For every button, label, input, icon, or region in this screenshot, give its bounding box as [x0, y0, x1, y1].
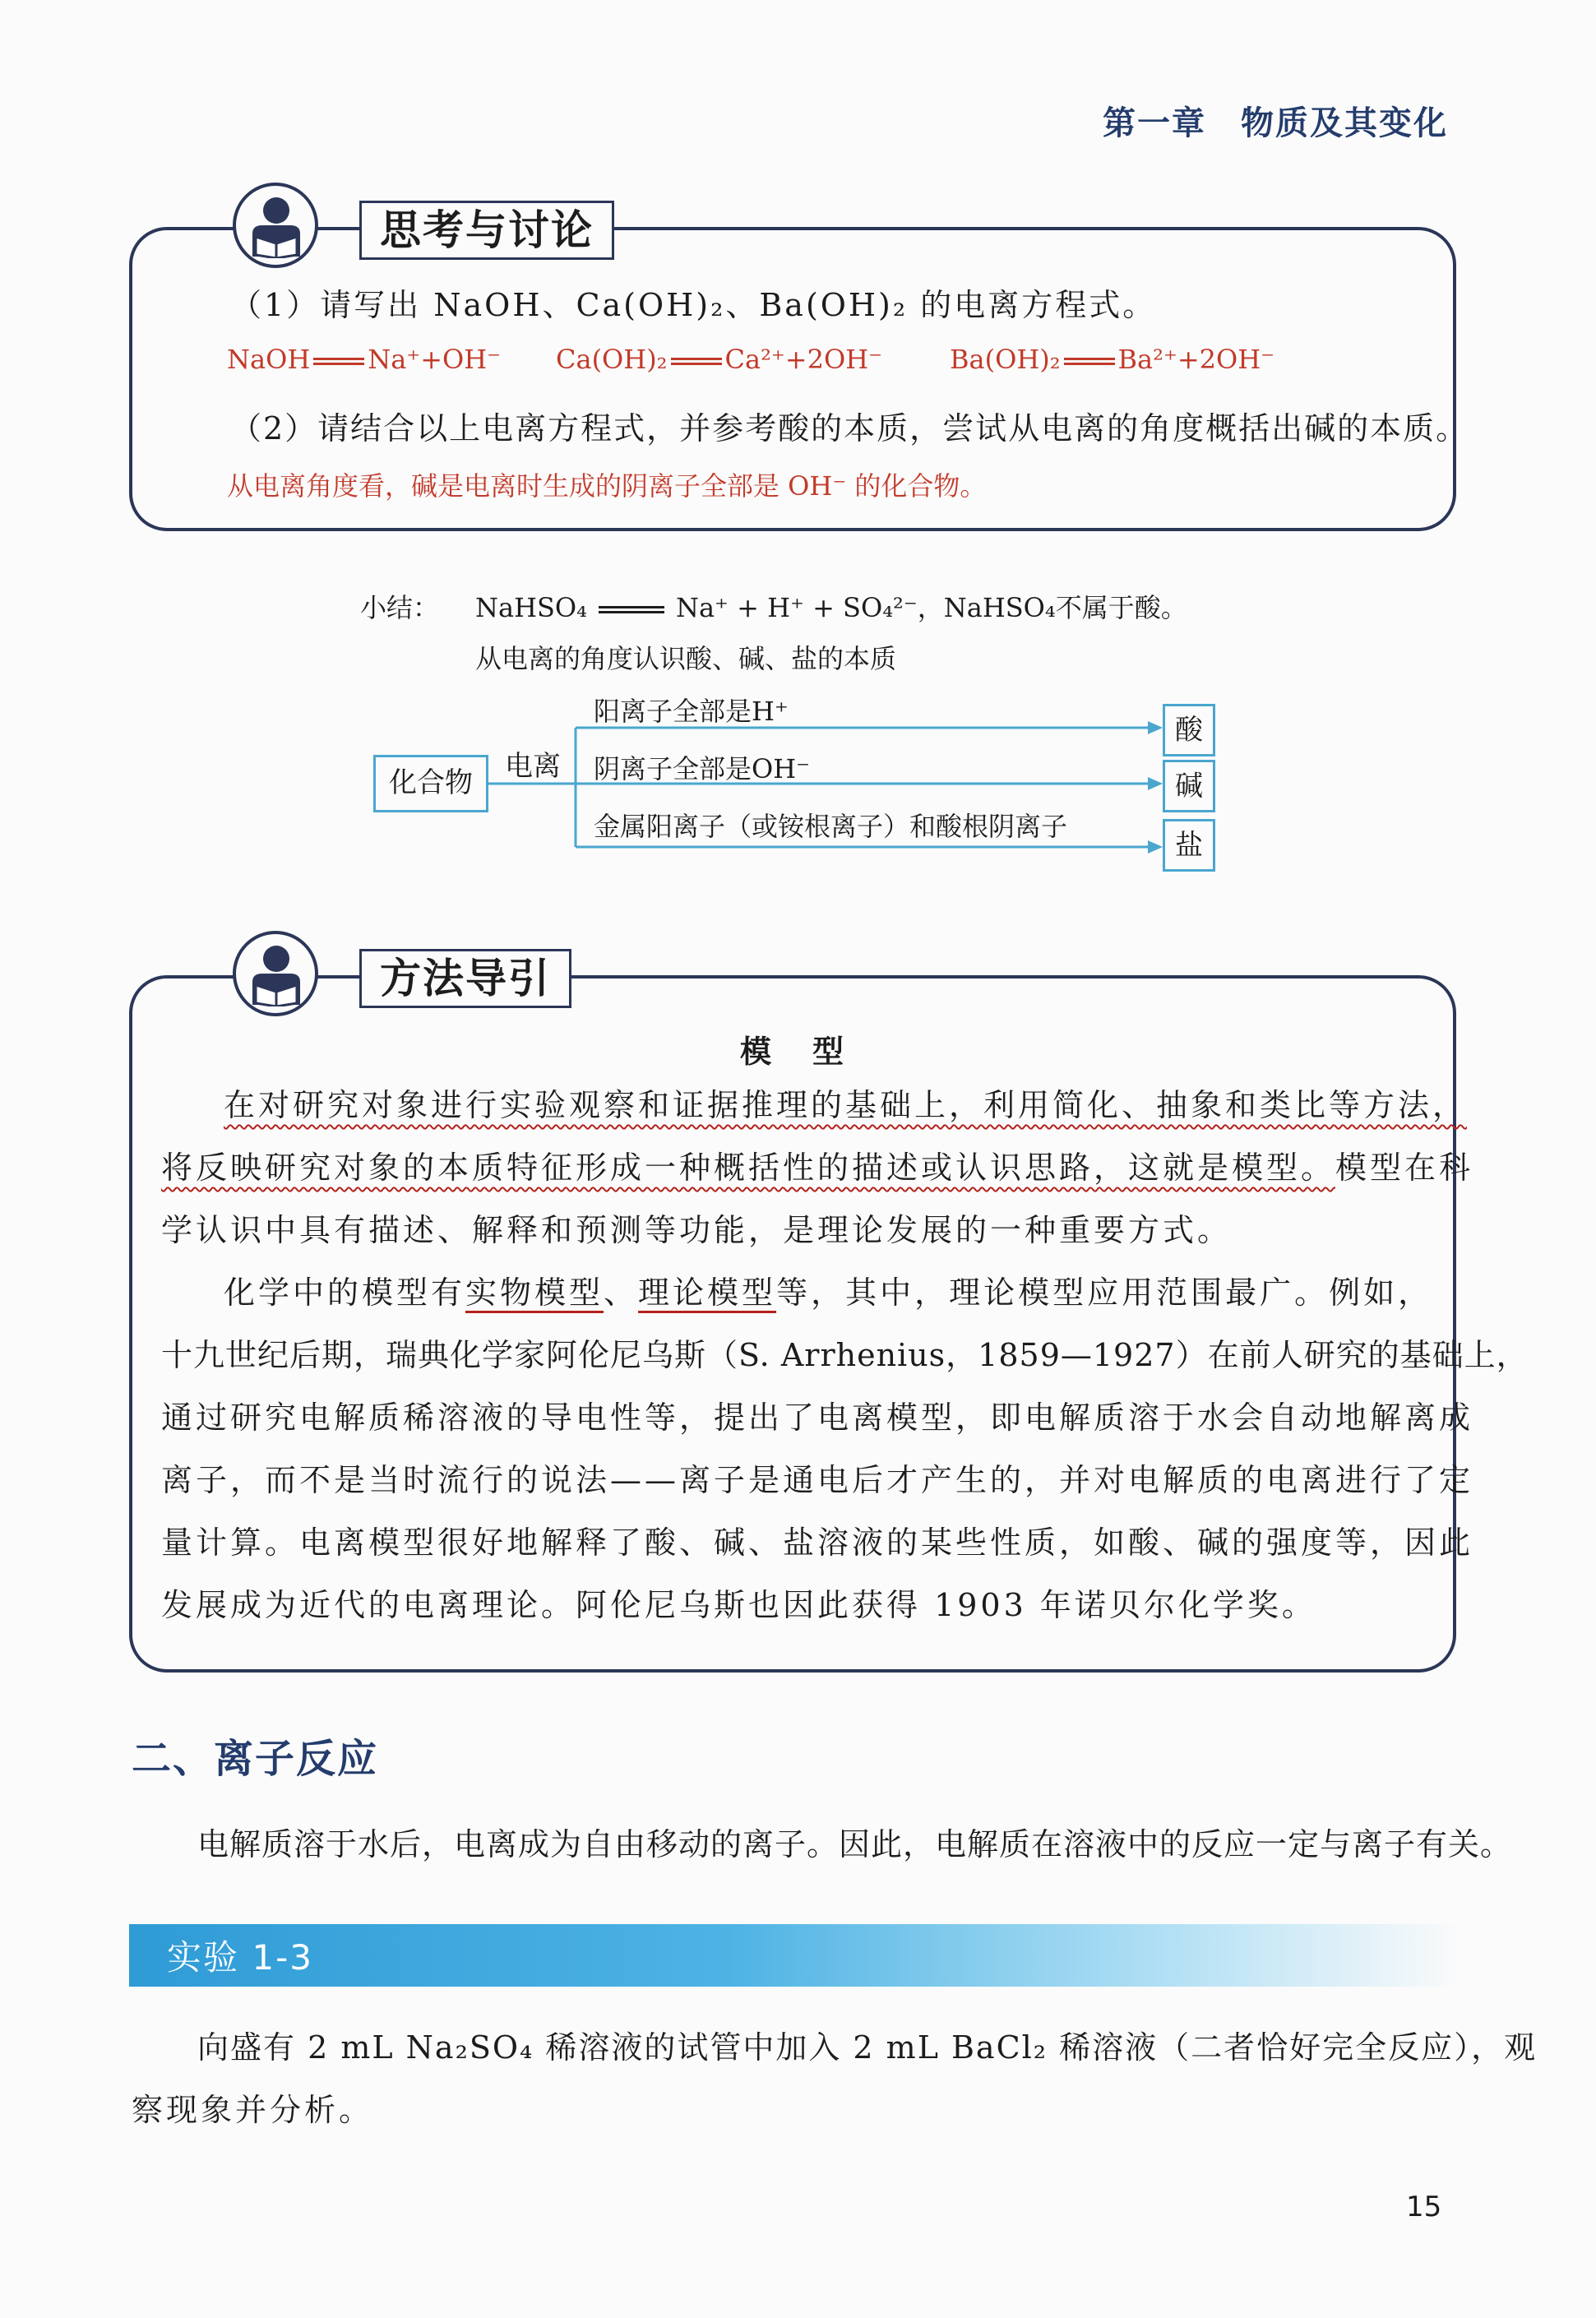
experiment-banner — [129, 1924, 1461, 1987]
section-intro: 电解质溶于水后，电离成为自由移动的离子。因此，电解质在溶液中的反应一定与离子有关。 — [197, 1826, 1513, 1862]
branch-base-label: 阴离子全部是OH⁻ — [594, 753, 811, 784]
summary-label: 小结： — [360, 592, 440, 623]
branch-acid-label: 阳离子全部是H⁺ — [594, 696, 789, 727]
experiment-text — [132, 2016, 1538, 2141]
model-heading: 模 型 — [740, 1034, 849, 1070]
question-1: （1）请写出 NaOH、Ca(OH)₂、Ba(OH)₂ 的电离方程式。 — [230, 287, 1157, 323]
p2-theory-model: 理论模型 — [638, 1275, 777, 1311]
p2-text-c: 等，其中，理论模型应用范围最广。例如， — [776, 1275, 1433, 1311]
page-number: 15 — [1406, 2191, 1442, 2223]
p1-line2 — [161, 1136, 1474, 1199]
summary-eq-right: Na⁺ + H⁺ + SO₄²⁻，NaHSO₄不属于酸。 — [675, 592, 1187, 623]
p2-text-b: 、 — [604, 1275, 639, 1311]
p1-line1 — [161, 1074, 1468, 1136]
answer-text: 从电离角度看，碱是电离时生成的阴离子全部是 OH⁻ 的化合物。 — [227, 470, 987, 502]
base-box: 碱 — [1163, 760, 1215, 812]
p1-underlined-b: 将反映研究对象的本质特征形成一种概括性的描述或认识思路，这就是模型。 — [161, 1150, 1336, 1186]
model-paragraph-2 — [161, 1261, 1529, 1636]
p2-text-a: 化学中的模型有 — [224, 1275, 466, 1311]
summary-eq-left: NaHSO₄ — [475, 592, 587, 623]
compound-box: 化合物 — [373, 755, 488, 812]
think-title: 思考与讨论 — [359, 201, 614, 260]
p2-line1 — [161, 1261, 1444, 1324]
eq2-left: Ca(OH)₂ — [556, 344, 668, 375]
p2-line3: 通过研究电解质稀溶液的导电性等，提出了电离模型，即电解质溶于水会自动地解离成 — [161, 1400, 1474, 1436]
salt-box: 盐 — [1163, 819, 1215, 872]
branch-salt-label: 金属阳离子（或铵根离子）和酸根阴离子 — [594, 811, 1068, 842]
p2-physical-model: 实物模型 — [465, 1275, 604, 1311]
p1-underlined-a: 在对研究对象进行实验观察和证据推理的基础上，利用简化、抽象和类比等方法， — [224, 1087, 1468, 1123]
p2-line2: 十九世纪后期，瑞典化学家阿伦尼乌斯（S. Arrhenius，1859—1927）在前人研究的基础上， — [161, 1337, 1529, 1373]
method-icon-badge — [233, 931, 318, 1016]
section-heading: 二、离子反应 — [132, 1736, 379, 1782]
experiment-line1: 向盛有 2 mL Na₂SO₄ 稀溶液的试管中加入 2 mL BaCl₂ 稀溶液（二者恰好完全反应），观 — [197, 2029, 1538, 2066]
reader-icon — [247, 944, 305, 1006]
p1-line3: 学认识中具有描述、解释和预测等功能，是理论发展的一种重要方式。 — [161, 1212, 1233, 1248]
method-title: 方法导引 — [359, 949, 571, 1008]
eq3-left: Ba(OH)₂ — [950, 344, 1061, 375]
question-2: （2）请结合以上电离方程式，并参考酸的本质，尝试从电离的角度概括出碱的本质。 — [230, 410, 1469, 446]
experiment-label: 实验 1-3 — [167, 1937, 313, 1978]
p2-line6: 发展成为近代的电离理论。阿伦尼乌斯也因此获得 1903 年诺贝尔化学奖。 — [161, 1587, 1316, 1623]
p2-line4: 离子，而不是当时流行的说法——离子是通电后才产生的，并对电解质的电离进行了定 — [161, 1462, 1474, 1498]
p1-tail: 模型在科 — [1335, 1150, 1474, 1186]
acid-box: 酸 — [1163, 704, 1215, 756]
model-paragraph-1 — [161, 1074, 1474, 1261]
eq1-right: Na⁺+OH⁻ — [368, 344, 502, 375]
summary-line2: 从电离的角度认识酸、碱、盐的本质 — [475, 643, 897, 674]
ionize-label: 电离 — [505, 750, 561, 783]
eq2-right: Ca²⁺+2OH⁻ — [724, 344, 882, 375]
chapter-title: 第一章 物质及其变化 — [1103, 104, 1448, 142]
p2-line5: 量计算。电离模型很好地解释了酸、碱、盐溶液的某些性质，如酸、碱的强度等，因此 — [161, 1525, 1474, 1561]
eq3-right: Ba²⁺+2OH⁻ — [1117, 344, 1275, 375]
experiment-line2: 察现象并分析。 — [132, 2092, 374, 2128]
eq1-left: NaOH — [227, 344, 311, 375]
